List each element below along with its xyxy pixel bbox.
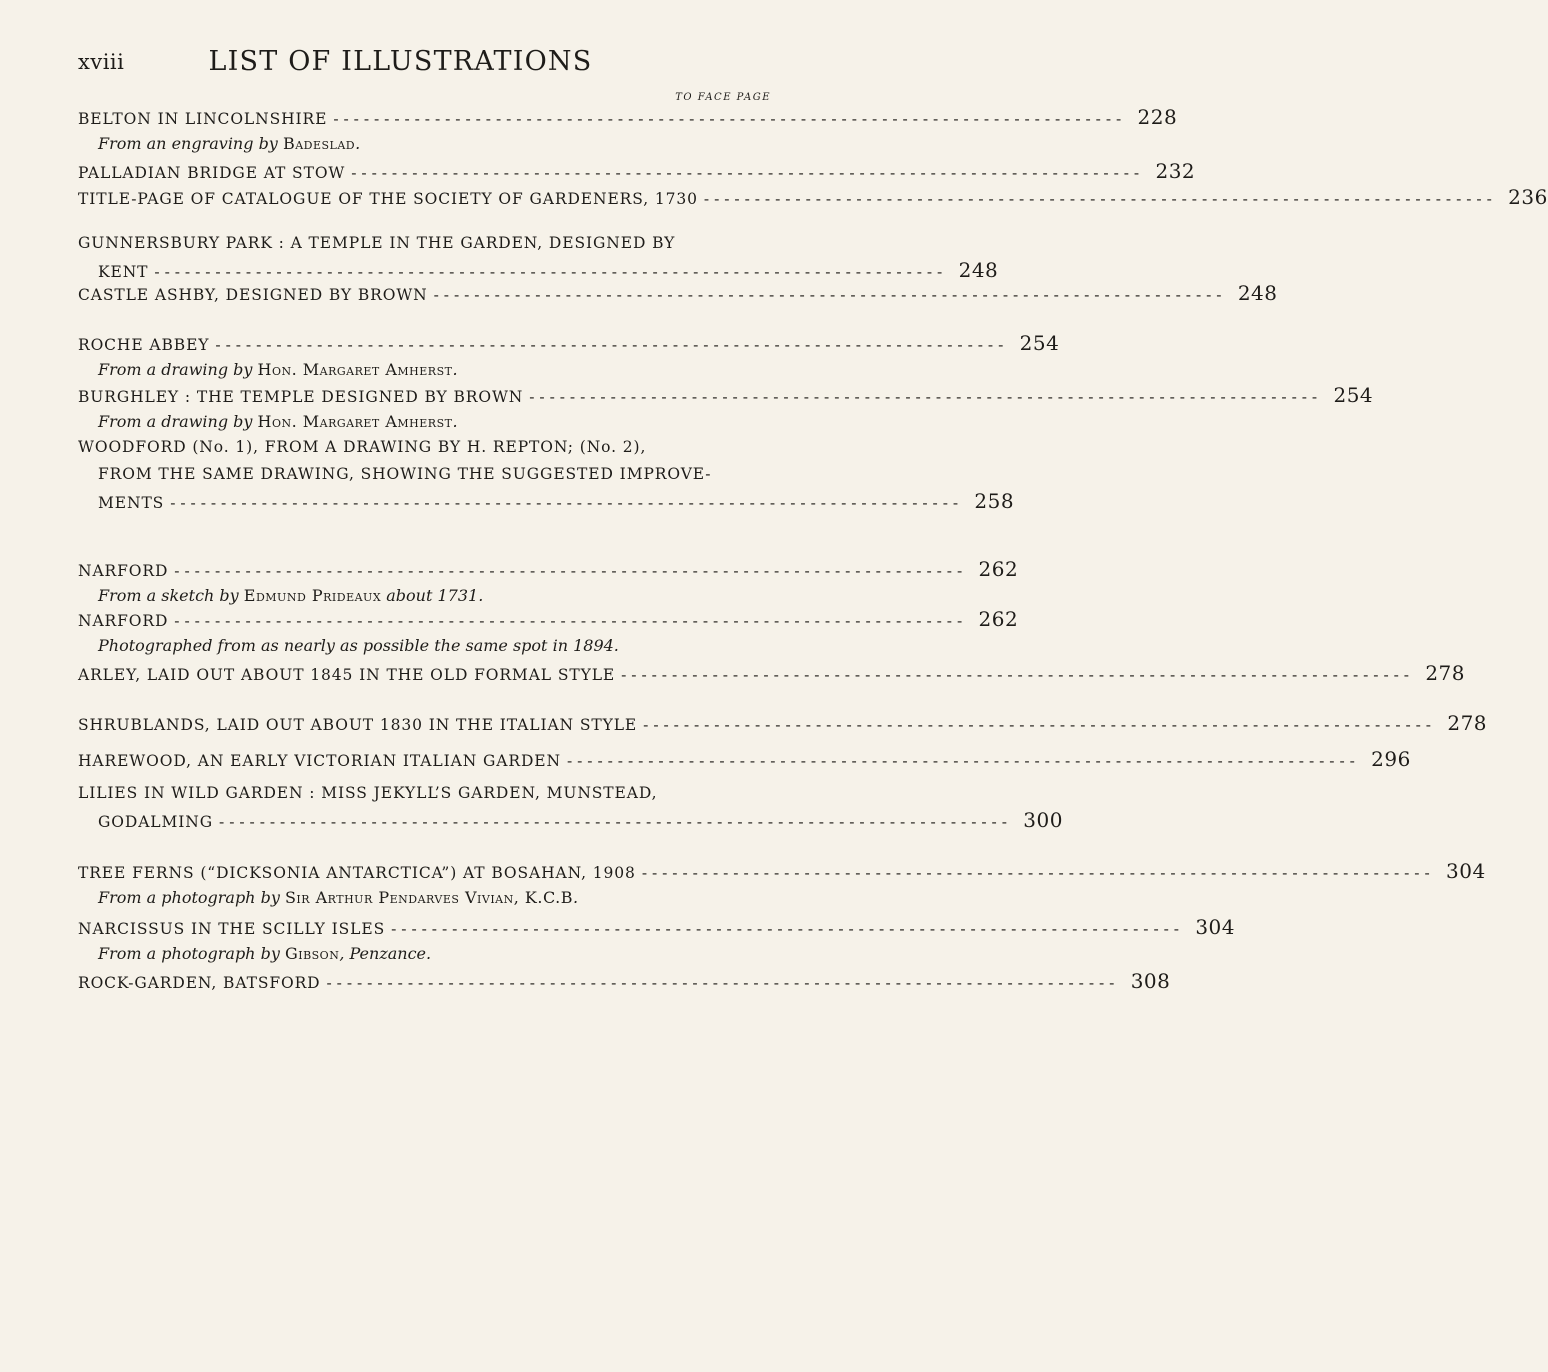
entry-credit xyxy=(78,133,768,155)
entry-title: WOODFORD (No. 1), FROM A DRAWING BY H. REPTON; (No. 2), xyxy=(78,438,647,456)
entry-line xyxy=(78,461,768,488)
page-number: 236 xyxy=(1508,185,1548,209)
entry-line xyxy=(78,914,1236,943)
credit-suffix: . xyxy=(452,412,458,431)
page-number: 300 xyxy=(1023,808,1063,832)
entry-line xyxy=(78,556,1019,585)
page-number: 248 xyxy=(1237,281,1278,305)
column-label: TO FACE PAGE xyxy=(675,92,771,103)
dot-leader: - - - - - - - - - - - - - - - - - - - - - - - - - - - - - - - - - - - - - - - - - - - - - - - - - - - - - - - - - - - - - - - - - - - - - - - - - - - - - - xyxy=(170,494,959,512)
entry-title: GUNNERSBURY PARK : A TEMPLE IN THE GARDEN, DESIGNED BY xyxy=(78,234,676,252)
credit-suffix: . xyxy=(572,888,579,907)
list-item xyxy=(78,104,1178,155)
dot-leader: - - - - - - - - - - - - - - - - - - - - - - - - - - - - - - - - - - - - - - - - - - - - - - - - - - - - - - - - - - - - - - - - - - - - - - - - - - - - - - xyxy=(641,864,1430,882)
dot-leader: - - - - - - - - - - - - - - - - - - - - - - - - - - - - - - - - - - - - - - - - - - - - - - - - - - - - - - - - - - - - - - - - - - - - - - - - - - - - - - xyxy=(703,190,1492,208)
entry-credit xyxy=(78,635,768,657)
entry-line xyxy=(78,858,1486,887)
dot-leader: - - - - - - - - - - - - - - - - - - - - - - - - - - - - - - - - - - - - - - - - - - - - - - - - - - - - - - - - - - - - - - - - - - - - - - - - - - - - - - xyxy=(621,666,1410,684)
page-number: 296 xyxy=(1371,747,1411,771)
entry-line xyxy=(78,780,768,807)
entry-title: KENT xyxy=(98,263,149,281)
entry-line xyxy=(78,968,1171,997)
page-number: 304 xyxy=(1446,859,1486,883)
entry-title: BELTON IN LINCOLNSHIRE xyxy=(78,110,328,128)
entry-line xyxy=(78,807,1063,836)
entry-line xyxy=(78,330,1060,359)
entry-line xyxy=(78,158,1196,187)
list-item xyxy=(78,556,1019,607)
page-number: 228 xyxy=(1137,105,1178,129)
list-item xyxy=(78,780,1063,836)
entry-credit xyxy=(78,585,768,607)
list-item xyxy=(78,858,1486,909)
entry-line xyxy=(78,710,1488,739)
dot-leader: - - - - - - - - - - - - - - - - - - - - - - - - - - - - - - - - - - - - - - - - - - - - - - - - - - - - - - - - - - - - - - - - - - - - - - - - - - - - - - xyxy=(643,716,1432,734)
credit-text: From a photograph by xyxy=(98,944,285,963)
entry-line xyxy=(78,184,1548,213)
credit-suffix: , Penzance. xyxy=(339,944,432,963)
entry-title: SHRUBLANDS, LAID OUT ABOUT 1830 IN THE ITALIAN STYLE xyxy=(78,716,638,734)
dot-leader: - - - - - - - - - - - - - - - - - - - - - - - - - - - - - - - - - - - - - - - - - - - - - - - - - - - - - - - - - - - - - - - - - - - - - - - - - - - - - - xyxy=(174,562,963,580)
entry-credit xyxy=(78,943,768,965)
entry-title: CASTLE ASHBY, DESIGNED BY BROWN xyxy=(78,286,428,304)
list-item xyxy=(78,660,1466,689)
entry-line xyxy=(78,606,1019,635)
entry-title: TITLE-PAGE OF CATALOGUE OF THE SOCIETY OF GARDENERS, 1730 xyxy=(78,190,698,208)
dot-leader: - - - - - - - - - - - - - - - - - - - - - - - - - - - - - - - - - - - - - - - - - - - - - - - - - - - - - - - - - - - - - - - - - - - - - - - - - - - - - - xyxy=(215,336,1004,354)
entry-title: LILIES IN WILD GARDEN : MISS JEKYLL’S GARDEN, MUNSTEAD, xyxy=(78,784,658,802)
page-number: 308 xyxy=(1130,969,1171,993)
entry-line xyxy=(78,488,1015,517)
list-item xyxy=(78,606,1019,657)
page-folio: xviii xyxy=(78,50,125,74)
credit-text: From a drawing by xyxy=(98,412,258,431)
list-item xyxy=(78,382,1374,433)
list-item xyxy=(78,434,1015,517)
page-number: 232 xyxy=(1155,159,1196,183)
entry-line xyxy=(78,382,1374,411)
entry-title: NARFORD xyxy=(78,612,169,630)
entry-title: TREE FERNS (“DICKSONIA ANTARCTICA”) AT BOSAHAN, 1908 xyxy=(78,864,636,882)
entry-title: PALLADIAN BRIDGE AT STOW xyxy=(78,164,346,182)
entry-line xyxy=(78,746,1411,775)
page-number: 258 xyxy=(974,489,1015,513)
entry-title: NARCISSUS IN THE SCILLY ISLES xyxy=(78,920,386,938)
entry-title: ARLEY, LAID OUT ABOUT 1845 IN THE OLD FORMAL STYLE xyxy=(78,666,616,684)
page-number: 278 xyxy=(1425,661,1466,685)
entry-title: NARFORD xyxy=(78,562,169,580)
page-number: 248 xyxy=(958,258,999,282)
entry-line xyxy=(78,104,1178,133)
page-number: 304 xyxy=(1195,915,1236,939)
list-item xyxy=(78,746,1411,775)
dot-leader: - - - - - - - - - - - - - - - - - - - - - - - - - - - - - - - - - - - - - - - - - - - - - - - - - - - - - - - - - - - - - - - - - - - - - - - - - - - - - - xyxy=(219,813,1007,831)
credit-suffix: . xyxy=(355,134,361,153)
entry-credit xyxy=(78,411,768,433)
credit-name: Gibson xyxy=(284,944,340,963)
credit-name: Hon. Margaret Amherst xyxy=(257,360,453,379)
entry-line xyxy=(78,660,1466,689)
entry-title: FROM THE SAME DRAWING, SHOWING THE SUGGESTED IMPROVE- xyxy=(98,465,712,483)
dot-leader: - - - - - - - - - - - - - - - - - - - - - - - - - - - - - - - - - - - - - - - - - - - - - - - - - - - - - - - - - - - - - - - - - - - - - - - - - - - - - - xyxy=(566,752,1355,770)
page-number: 262 xyxy=(978,557,1019,581)
credit-suffix: . xyxy=(452,360,458,379)
credit-name: Hon. Margaret Amherst xyxy=(257,412,453,431)
entry-line xyxy=(78,434,768,461)
credit-text: From a drawing by xyxy=(98,360,258,379)
dot-leader: - - - - - - - - - - - - - - - - - - - - - - - - - - - - - - - - - - - - - - - - - - - - - - - - - - - - - - - - - - - - - - - - - - - - - - - - - - - - - - xyxy=(391,920,1180,938)
list-item xyxy=(78,710,1488,739)
dot-leader: - - - - - - - - - - - - - - - - - - - - - - - - - - - - - - - - - - - - - - - - - - - - - - - - - - - - - - - - - - - - - - - - - - - - - - - - - - - - - - xyxy=(529,388,1318,406)
entry-credit xyxy=(78,887,768,909)
entry-line xyxy=(78,280,1278,309)
entry-title: ROCK-GARDEN, BATSFORD xyxy=(78,974,321,992)
dot-leader: - - - - - - - - - - - - - - - - - - - - - - - - - - - - - - - - - - - - - - - - - - - - - - - - - - - - - - - - - - - - - - - - - - - - - - - - - - - - - - xyxy=(433,286,1222,304)
dot-leader: - - - - - - - - - - - - - - - - - - - - - - - - - - - - - - - - - - - - - - - - - - - - - - - - - - - - - - - - - - - - - - - - - - - - - - - - - - - - - - xyxy=(326,974,1115,992)
entry-line xyxy=(78,230,768,257)
page-number: 254 xyxy=(1333,383,1374,407)
list-item xyxy=(78,184,1548,213)
list-item xyxy=(78,230,999,286)
credit-text: Photographed from as nearly as possible the same spot in 1894. xyxy=(98,636,619,655)
page-number: 278 xyxy=(1447,711,1488,735)
credit-text: From an engraving by xyxy=(98,134,283,153)
credit-name: Badeslad xyxy=(282,134,356,153)
credit-name: Sir Arthur Pendarves Vivian, K.C.B xyxy=(284,888,573,907)
list-item xyxy=(78,330,1060,381)
page-title: LIST OF ILLUSTRATIONS xyxy=(208,46,593,77)
page-number: 254 xyxy=(1019,331,1060,355)
credit-suffix: about 1731. xyxy=(381,586,484,605)
entry-title: MENTS xyxy=(98,494,165,512)
entry-title: BURGHLEY : THE TEMPLE DESIGNED BY BROWN xyxy=(78,388,524,406)
dot-leader: - - - - - - - - - - - - - - - - - - - - - - - - - - - - - - - - - - - - - - - - - - - - - - - - - - - - - - - - - - - - - - - - - - - - - - - - - - - - - - xyxy=(351,164,1140,182)
list-item xyxy=(78,158,1196,187)
credit-text: From a sketch by xyxy=(98,586,244,605)
dot-leader: - - - - - - - - - - - - - - - - - - - - - - - - - - - - - - - - - - - - - - - - - - - - - - - - - - - - - - - - - - - - - - - - - - - - - - - - - - - - - - xyxy=(154,263,943,281)
entry-credit xyxy=(78,359,768,381)
list-item xyxy=(78,968,1171,997)
credit-name: Edmund Prideaux xyxy=(243,586,382,605)
entry-title: GODALMING xyxy=(98,813,214,831)
list-item xyxy=(78,280,1278,309)
page-number: 262 xyxy=(978,607,1019,631)
dot-leader: - - - - - - - - - - - - - - - - - - - - - - - - - - - - - - - - - - - - - - - - - - - - - - - - - - - - - - - - - - - - - - - - - - - - - - - - - - - - - - xyxy=(174,612,963,630)
entry-title: ROCHE ABBEY xyxy=(78,336,210,354)
entry-title: HAREWOOD, AN EARLY VICTORIAN ITALIAN GARDEN xyxy=(78,752,561,770)
credit-text: From a photograph by xyxy=(98,888,285,907)
list-item xyxy=(78,914,1236,965)
dot-leader: - - - - - - - - - - - - - - - - - - - - - - - - - - - - - - - - - - - - - - - - - - - - - - - - - - - - - - - - - - - - - - - - - - - - - - - - - - - - - - xyxy=(333,110,1122,128)
